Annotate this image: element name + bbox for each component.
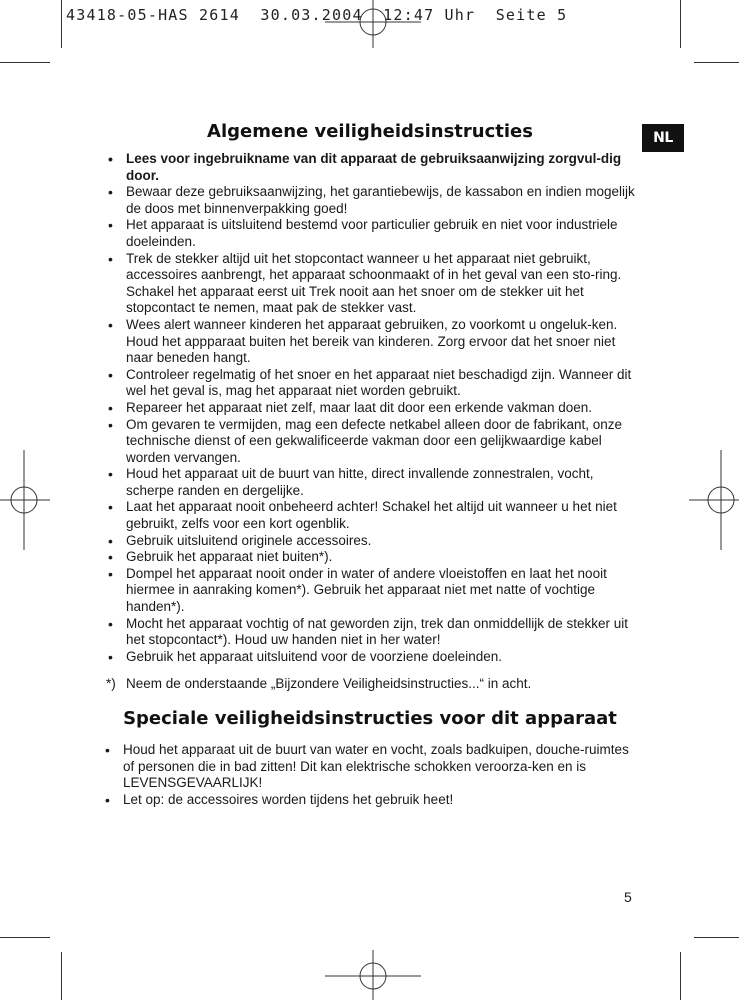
list-item: • Dompel het apparaat nooit onder in water of andere vloeistoffen en laat het nooit hiermee in aanraking komen*). Gebruik het apparaat niet met natte of vochtige handen*). (106, 566, 636, 616)
crop-mark (680, 952, 681, 1000)
special-instructions-list (103, 742, 635, 808)
print-slug: 43418-05-HAS 2614 30.03.2004 12:47 Uhr Seite 5 (66, 6, 568, 24)
page-number: 5 (624, 889, 632, 905)
list-item: • Houd het apparaat uit de buurt van water en vocht, zoals badkuipen, douche-ruimtes of personen die in bad zitten! Dit kan elektrische schokken veroorza-ken en is LEVENSGEVAARLIJK! (103, 742, 635, 792)
crop-mark (61, 0, 62, 48)
crop-mark (0, 62, 50, 63)
list-item: • Wees alert wanneer kinderen het apparaat gebruiken, zo voorkomt u ongeluk-ken. Houd het appparaat buiten het bereik van kinderen. Zorg ervoor dat het snoer niet naar beneden hangt. (106, 317, 636, 367)
list-item: • Laat het apparaat nooit onbeheerd achter! Schakel het altijd uit wanneer u het niet gebruikt, zelfs voor een kort ogenblik. (106, 499, 636, 532)
registration-mark-left (0, 450, 50, 550)
list-item: • Gebruik het apparaat uitsluitend voor de voorziene doeleinden. (106, 649, 636, 666)
list-item: • Repareer het apparaat niet zelf, maar laat dit door een erkende vakman doen. (106, 400, 636, 417)
crop-mark (694, 62, 739, 63)
footnote-marker: *) (106, 676, 116, 691)
section-title-general: Algemene veiligheidsinstructies (207, 121, 533, 142)
list-item: • Het apparaat is uitsluitend bestemd voor particulier gebruik en niet voor industriele doeleinden. (106, 217, 636, 250)
list-item: • Gebruik uitsluitend originele accessoires. (106, 533, 636, 550)
list-item: • Trek de stekker altijd uit het stopcontact wanneer u het apparaat niet gebruikt, accessoires aanbrengt, het apparaat schoonmaakt of in het geval van een sto-ring. Schakel het apparaat eerst uit Trek nooit aan het snoer om de stekker uit het stopcontact te nemen, maat pak de stekker vast. (106, 251, 636, 317)
list-item: • Gebruik het apparaat niet buiten*). (106, 549, 636, 566)
crop-mark (61, 952, 62, 1000)
list-item: • Houd het apparaat uit de buurt van hitte, direct invallende zonnestralen, vocht, scherpe randen en dergelijke. (106, 466, 636, 499)
footnote-text: Neem de onderstaande „Bijzondere Veiligheidsinstructies...“ in acht. (126, 676, 532, 691)
footnote (106, 676, 636, 693)
crop-mark (680, 0, 681, 48)
crop-mark (694, 937, 739, 938)
crop-mark (0, 937, 50, 938)
list-item: • Let op: de accessoires worden tijdens het gebruik heet! (103, 792, 635, 809)
list-item: • Mocht het apparaat vochtig of nat geworden zijn, trek dan onmiddellijk de stekker uit het stopcontact*). Houd uw handen niet in her water! (106, 616, 636, 649)
list-item: • Bewaar deze gebruiksaanwijzing, het garantiebewijs, de kassabon en indien mogelijk de doos met binnenverpakking goed! (106, 184, 636, 217)
section-title-special: Speciale veiligheidsinstructies voor dit apparaat (123, 708, 617, 729)
registration-mark-right (689, 450, 739, 550)
list-item: • Lees voor ingebruikname van dit apparaat de gebruiksaanwijzing zorgvul-dig door. (106, 151, 636, 184)
language-badge: NL (642, 124, 684, 152)
registration-mark-bottom (325, 950, 421, 1000)
list-item: • Controleer regelmatig of het snoer en het apparaat niet beschadigd zijn. Wanneer dit wel het geval is, mag het apparaat niet worden gebruikt. (106, 367, 636, 400)
general-instructions-list (106, 151, 636, 665)
list-item: • Om gevaren te vermijden, mag een defecte netkabel alleen door de fabrikant, onze technische dienst of een gekwalificeerde vakman door een gelijkwaardige kabel worden vervangen. (106, 417, 636, 467)
